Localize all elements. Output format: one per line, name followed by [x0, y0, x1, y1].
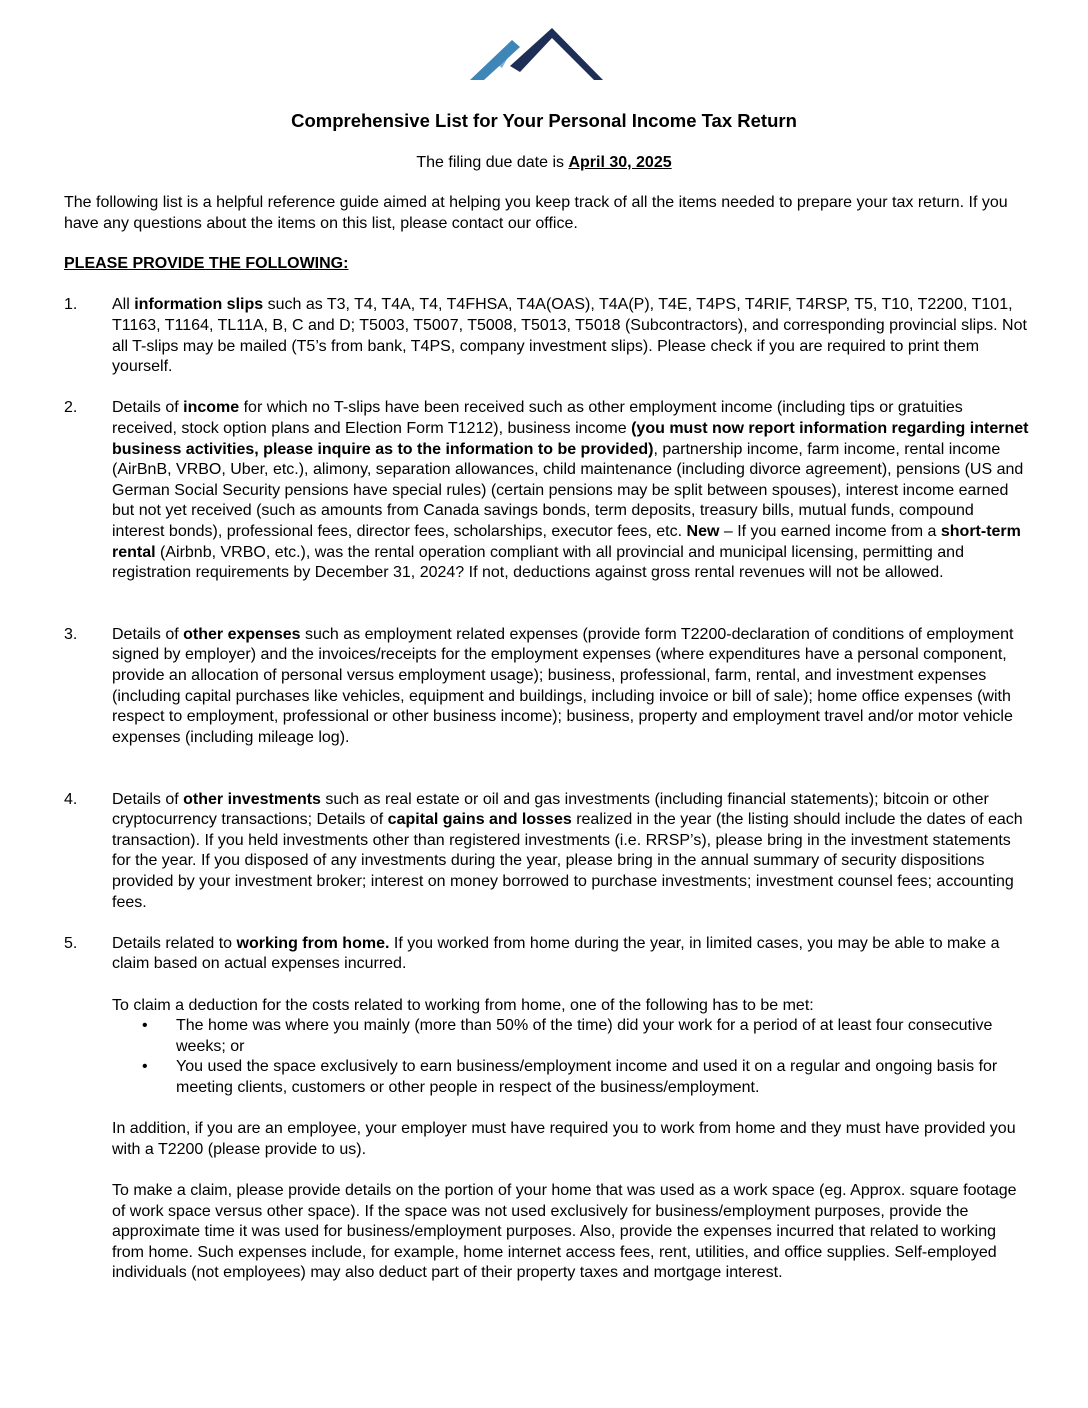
- criteria-list: [112, 1016, 1030, 1098]
- list-item-4: [64, 790, 1030, 914]
- criteria-bullet-1: • The home was where you mainly (more than 50% of the time) did your work for a period of at least four consecutive weeks; or: [142, 1017, 993, 1055]
- item-text: All information slips such as T3, T4, T4A, T4, T4FHSA, T4A(OAS), T4A(P), T4E, T4PS, T4RIF, T4RSP, T5, T10, T2200, T101, T1163, T1164, TL11A, B, C and D; T5003, T5007, T5008, T5013, T5018 (Subcontractors), and corresponding provincial slips. Not all T-slips may be mailed (T5’s from bank, T4PS, company investment slips). Please check if you are required to print them yourself.: [112, 296, 1027, 376]
- item-number: 5.: [64, 934, 78, 952]
- list-item-1: [64, 295, 1030, 377]
- list-item-5: [64, 934, 1030, 1284]
- item-number: 2.: [64, 399, 78, 417]
- due-date: April 30, 2025: [568, 154, 672, 171]
- mountain-logo-icon: [470, 24, 605, 82]
- item-number: 4.: [64, 790, 78, 808]
- filing-due-line: [0, 153, 1088, 173]
- item-number: 1.: [64, 296, 78, 314]
- work-from-home-criteria-intro: To claim a deduction for the costs related to working from home, one of the following has to be met:: [112, 996, 814, 1014]
- item-text: Details of other expenses such as employment related expenses (provide form T2200-declaration of conditions of employment signed by employer) and the invoices/receipts for the employment expenses (where expenditures have a personal component, provide an allocation of personal versus employment usage); business, professional, farm, rental, and investment expenses (including capital purchases like vehicles, equipment and buildings, including invoice or bill of sale); home office expenses (with respect to employment, professional or other business income); business, property and employment travel and/or motor vehicle expenses (including mileage log).: [112, 625, 1014, 746]
- due-prefix: The filing due date is: [416, 154, 569, 171]
- intro-paragraph: The following list is a helpful reference guide aimed at helping you keep track of all the items needed to prepare your tax return. If you have any questions about the items on this list, please contact our office.: [64, 194, 1008, 232]
- document-title: Comprehensive List for Your Personal Income Tax Return: [291, 110, 797, 131]
- employee-requirement-paragraph: In addition, if you are an employee, your employer must have required you to work from home and they must have provided you with a T2200 (please provide to us).: [112, 1120, 1016, 1158]
- item-text: Details of other investments such as real estate or oil and gas investments (including financial statements); bitcoin or other cryptocurrency transactions; Details of capital gains and losses realized in the year (the listing should include the dates of each transaction). If you held investments other than registered investments (i.e. RRSP’s), please bring in the investment statements for the year. If you disposed of any investments during the year, please bring in the annual summary of security dispositions provided by your investment broker; interest on money borrowed to purchase investments; investment counsel fees; accounting fees.: [112, 790, 1023, 911]
- list-item-2: [64, 398, 1030, 583]
- claim-details-paragraph: To make a claim, please provide details on the portion of your home that was used as a work space (eg. Approx. square footage of work space versus other space). If the space was not used exclusively for business/employment purposes, provide the approximate time it was used for business/employment purposes. Also, provide the expenses incurred that related to working from home. Such expenses include, for example, home internet access fees, rent, utilities, and office supplies. Self-employed individuals (not employees) may also deduct part of their property taxes and mortgage interest.: [112, 1181, 1017, 1282]
- bullet-icon: •: [142, 1058, 148, 1076]
- list-item-3: [64, 625, 1030, 749]
- bullet-icon: •: [142, 1017, 148, 1035]
- criteria-bullet-2: • You used the space exclusively to earn business/employment income and used it on a regular and ongoing basis for meeting clients, customers or other people in respect of the business/employment.: [142, 1058, 998, 1096]
- item-text: Details of income for which no T-slips have been received such as other employment income (including tips or gratuities received, stock option plans and Election Form T1212), business income (you must now report information regarding internet business activities, please inquire as to the information to be provided), partnership income, farm income, rental income (AirBnB, VRBO, Uber, etc.), alimony, separation allowances, child maintenance (including divorce agreement), pensions (US and German Social Security pensions have special rules) (certain pensions may be split between spouses), interest income earned but not yet received (such as amounts from Canada savings bonds, term deposits, treasury bills, mutual funds, compound interest bonds), professional fees, director fees, scholarships, executor fees, etc. New – If you earned income from a short-term rental (Airbnb, VRBO, etc.), was the rental operation compliant with all provincial and municipal licensing, permitting and registration requirements by December 31, 2024? If not, deductions against gross rental revenues will not be allowed.: [112, 399, 1029, 582]
- item-number: 3.: [64, 625, 78, 643]
- document-body: [64, 193, 1030, 1284]
- section-heading: PLEASE PROVIDE THE FOLLOWING:: [64, 255, 349, 273]
- item-text: Details related to working from home. If you worked from home during the year, in limited cases, you may be able to make a claim based on actual expenses incurred.: [112, 934, 1000, 973]
